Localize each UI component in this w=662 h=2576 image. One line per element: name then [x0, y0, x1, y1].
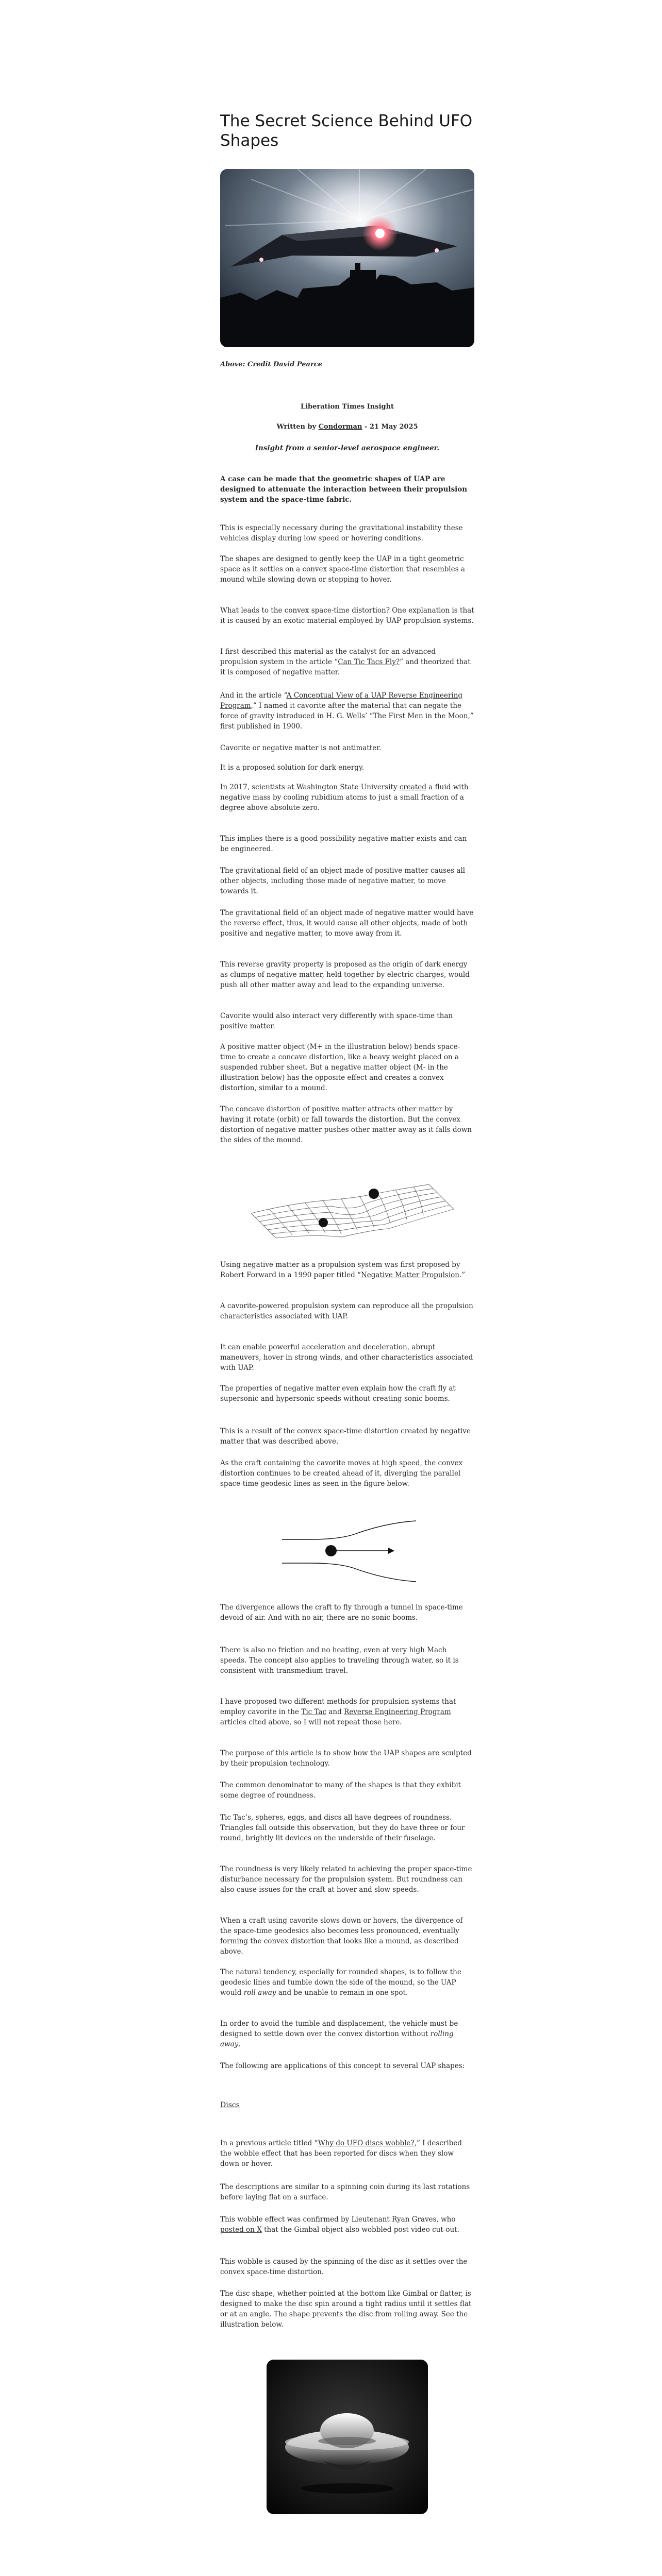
paragraph: [220, 959, 474, 990]
paragraph: [220, 605, 474, 626]
paragraph: [220, 1748, 474, 1769]
paragraph-text: As the craft containing the cavorite moves at high speed, the convex distortion continues to be created ahead of it, diverging the parallel space-time geodesic lines as seen in the figure below.: [220, 1459, 463, 1488]
byline: [220, 423, 474, 431]
paragraph: [220, 647, 474, 677]
paragraph-text: I have proposed two different methods for propulsion systems that employ cavorite in the: [220, 1698, 456, 1716]
paragraph-text: and: [326, 1708, 344, 1716]
paragraph-text: The gravitational field of an object made of positive matter causes all other objects, including those made of negative matter, to move towards it.: [220, 867, 466, 895]
paragraph: [220, 782, 474, 813]
paragraph-text: a fluid with negative mass by cooling rubidium atoms to just a small fraction of a degree above absolute zero.: [220, 783, 469, 812]
paragraph-text: It can enable powerful acceleration and deceleration, abrupt maneuvers, hover in strong winds, and other characteristics associated with UAP.: [220, 1343, 473, 1372]
paragraph-text: The descriptions are similar to a spinning coin during its last rotations before laying flat on a surface.: [220, 2183, 470, 2201]
link-can-tic-tacs-fly[interactable]: Can Tic Tacs Fly?: [338, 658, 400, 666]
author-link[interactable]: Condorman: [318, 423, 362, 431]
paragraph: [220, 1697, 474, 1727]
paragraph-text: This wobble effect was confirmed by Lieutenant Ryan Graves, who: [220, 2215, 456, 2224]
paragraph-text: This is a result of the convex space-time distortion created by negative matter that was described above.: [220, 1427, 471, 1446]
paragraph: [220, 2019, 474, 2049]
paragraph-text: articles cited above, so I will not repeat those here.: [220, 1718, 402, 1726]
paragraph: [220, 2061, 474, 2071]
hero-image: [220, 169, 474, 347]
article-title: The Secret Science Behind UFO Shapes: [220, 112, 473, 150]
geodesic-divergence-figure: [220, 1510, 474, 1592]
paragraph: [220, 908, 474, 939]
paragraph-text: The common denominator to many of the shapes is that they exhibit some degree of roundness.: [220, 1781, 461, 1800]
link-reverse-engineering-program[interactable]: A Conceptual View of a UAP Reverse Engineering Program: [220, 691, 463, 710]
paragraph-text: ,” I described the wobble effect that has been reported for discs when they slow down or hover.: [220, 2139, 462, 2168]
paragraph: [220, 1645, 474, 1676]
disc-ufo-image: [267, 2360, 428, 2514]
link-negative-matter-propulsion[interactable]: Negative Matter Propulsion: [360, 1271, 459, 1279]
paragraph-text: This implies there is a good possibility negative matter exists and can be engineered.: [220, 835, 467, 853]
paragraph-text: I first described this material as the catalyst for an advanced propulsion system in the article “: [220, 648, 436, 666]
paragraph-text: This is especially necessary during the gravitational instability these vehicles display during low speed or hovering conditions.: [220, 524, 463, 543]
paragraph-text: In order to avoid the tumble and displacement, the vehicle must be designed to settle down over the convex distortion without: [220, 2020, 458, 2038]
paragraph: [220, 1260, 474, 1280]
spacetime-distortion-figure: [220, 1162, 474, 1249]
paragraph: [220, 2257, 474, 2277]
link-posted-on-x[interactable]: posted on X: [220, 2226, 262, 2234]
paragraph: [220, 1426, 474, 1447]
paragraph: [220, 2214, 474, 2235]
paragraph-text: In 2017, scientists at Washington State University: [220, 783, 400, 791]
paragraph-text: In a previous article titled “: [220, 2139, 318, 2147]
paragraph-text: The shapes are designed to gently keep the UAP in a tight geometric space as it settles on a convex space-time distortion that resembles a mound while slowing down or stopping to hover.: [220, 555, 465, 584]
paragraph-text: And in the article “: [220, 691, 287, 700]
section-heading-discs: Discs: [220, 2101, 240, 2109]
paragraph-text: ” and theorized that it is composed of negative matter.: [220, 658, 471, 676]
paragraph-text: What leads to the convex space-time distortion? One explanation is that it is caused by an exotic material employed by UAP propulsion systems.: [220, 606, 474, 625]
emphasis-text: roll away: [243, 1989, 276, 1997]
paragraph-text: Tic Tac’s, spheres, eggs, and discs all have degrees of roundness. Triangles fall outside this observation, but they do have three or four round, brightly lit devices on the underside of their fuselage.: [220, 1814, 465, 1842]
paragraph-text: When a craft using cavorite slows down or hovers, the divergence of the space-time geodesics also becomes less pronounced, eventually forming the convex distortion that looks like a mound, as described above.: [220, 1917, 463, 1956]
paragraph-text: The divergence allows the craft to fly through a tunnel in space-time devoid of air. And with no air, there are no sonic booms.: [220, 1603, 463, 1622]
paragraph-text: A cavorite-powered propulsion system can reproduce all the propulsion characteristics associated with UAP.: [220, 1302, 473, 1320]
paragraph-text: There is also no friction and no heating, even at very high Mach speeds. The concept also applies to traveling through water, so it is consistent with transmedium travel.: [220, 1646, 459, 1675]
byline-date: - 21 May 2025: [362, 423, 418, 431]
link-why-do-ufo-discs-wobble[interactable]: Why do UFO discs wobble?: [318, 2139, 415, 2147]
paragraph: [220, 690, 474, 732]
paragraph: [220, 762, 474, 773]
publication-name: Liberation Times Insight: [300, 403, 394, 411]
link-reverse-engineering[interactable]: Reverse Engineering Program: [344, 1708, 451, 1716]
paragraph: [220, 1342, 474, 1373]
paragraph-text: The following are applications of this concept to several UAP shapes:: [220, 2062, 465, 2070]
paragraph: [220, 743, 474, 753]
byline-prefix: Written by: [276, 423, 319, 431]
paragraph: [220, 1602, 474, 1623]
paragraph-text: that the Gimbal object also wobbled post video cut-out.: [261, 2226, 459, 2234]
lead-paragraph: [220, 474, 474, 505]
paragraph: [220, 1104, 474, 1145]
emphasis-text: rolling away: [220, 2030, 454, 2048]
paragraph: [220, 1301, 474, 1321]
link-tic-tac[interactable]: Tic Tac: [301, 1708, 327, 1716]
paragraph-text: This wobble is caused by the spinning of the disc as it settles over the convex space-time distortion.: [220, 2258, 468, 2276]
paragraph-text: A positive matter object (M+ in the illustration below) bends space-time to create a concave distortion, like a heavy weight placed on a suspended rubber sheet. But a negative matter object (M- in the illustration below) has the opposite effect and creates a convex distortion, similar to a mound.: [220, 1043, 460, 1092]
paragraph-text: It is a proposed solution for dark energy.: [220, 764, 365, 772]
paragraph-text: This reverse gravity property is proposed as the origin of dark energy as clumps of negative matter, held together by electric charges, would push all other matter away and lead to the expanding universe.: [220, 960, 470, 989]
paragraph: [220, 1967, 474, 1998]
paragraph: [220, 1042, 474, 1093]
paragraph: [220, 1812, 474, 1843]
paragraph: [220, 1458, 474, 1489]
hero-caption: Above: Credit David Pearce: [220, 361, 322, 368]
paragraph-text: The disc shape, whether pointed at the bottom like Gimbal or flatter, is designed to make the disc spin around a tight radius until it settles flat or at an angle. The shape prevents the disc from rolling away. See the illustration below.: [220, 2290, 472, 2329]
paragraph: [220, 1916, 474, 1957]
paragraph-text: The concave distortion of positive matter attracts other matter by having it rotate (orbit) or fall towards the distortion. But the convex distortion of negative matter pushes other matter away as it falls down the sides of the mound.: [220, 1105, 472, 1144]
link-created[interactable]: created: [399, 783, 426, 791]
paragraph: [220, 1011, 474, 1031]
paragraph: [220, 2182, 474, 2202]
paragraph: [220, 2138, 474, 2169]
paragraph-text: The properties of negative matter even explain how the craft fly at supersonic and hypersonic speeds without creating sonic booms.: [220, 1384, 456, 1403]
paragraph: [220, 1383, 474, 1404]
paragraph: [220, 834, 474, 854]
paragraph-text: ,” I named it cavorite after the material that can negate the force of gravity introduced in H. G. Wells’ “The First Men in the Moon,” first published in 1900.: [220, 702, 474, 731]
paragraph-text: The purpose of this article is to show how the UAP shapes are sculpted by their propulsion technology.: [220, 1749, 472, 1768]
paragraph-text: The roundness is very likely related to achieving the proper space-time disturbance necessary for the propulsion system. But roundness can also cause issues for the craft at hover and slow speeds.: [220, 1865, 472, 1894]
paragraph-text: Cavorite or negative matter is not antimatter.: [220, 744, 382, 752]
paragraph-text: Using negative matter as a propulsion system was first proposed by Robert Forward in a 1990 paper titled “: [220, 1261, 460, 1279]
paragraph: [220, 866, 474, 896]
paragraph-text: .”: [459, 1271, 466, 1279]
paragraph-text: .: [238, 2040, 241, 2048]
tagline: Insight from a senior-level aerospace engineer.: [255, 444, 440, 452]
paragraph-text: and be unable to remain in one spot.: [276, 1989, 408, 1997]
paragraph: [220, 1780, 474, 1801]
lead-text: A case can be made that the geometric shapes of UAP are designed to attenuate the interaction between their propulsion system and the space-time fabric.: [220, 475, 468, 504]
paragraph: [220, 2289, 474, 2330]
paragraph: [220, 523, 474, 544]
paragraph: [220, 1864, 474, 1895]
paragraph-text: The gravitational field of an object made of negative matter would have the reverse effect, thus, it would cause all other objects, made of both positive and negative matter, to move away from it.: [220, 909, 474, 938]
paragraph-text: The natural tendency, especially for rounded shapes, is to follow the geodesic lines and tumble down the side of the mound, so the UAP would: [220, 1968, 461, 1997]
paragraph: [220, 554, 474, 585]
paragraph-text: Cavorite would also interact very differently with space-time than positive matter.: [220, 1012, 453, 1030]
